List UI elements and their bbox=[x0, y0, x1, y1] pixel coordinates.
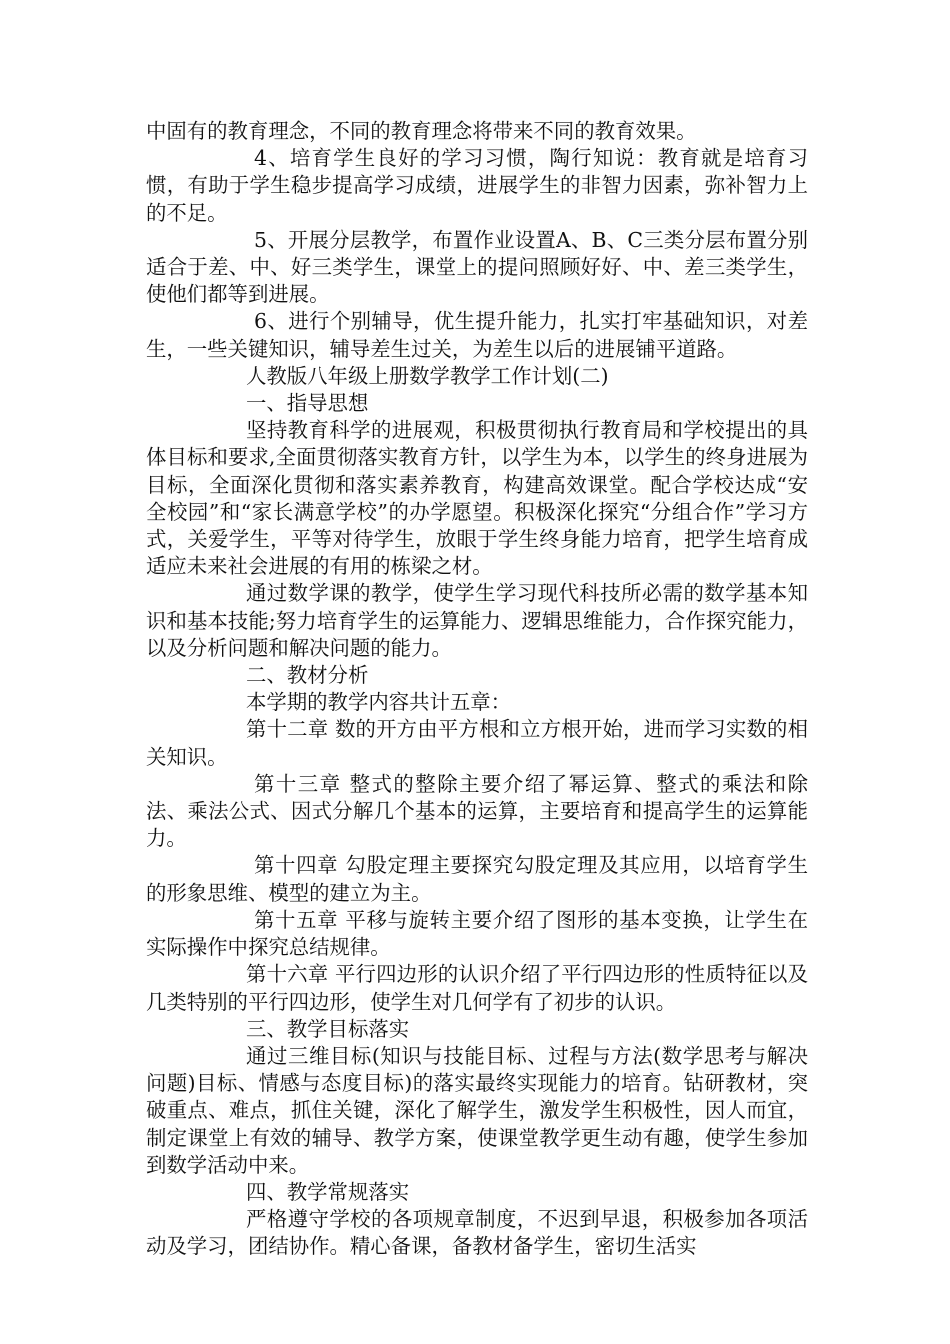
section-heading: 一、指导思想 bbox=[246, 391, 369, 416]
paragraph: 第十二章 数的开方由平方根和立方根开始，进而学习实数的相关知识。 bbox=[146, 717, 808, 769]
paragraph: 本学期的教学内容共计五章： bbox=[246, 690, 512, 715]
document-page bbox=[146, 118, 808, 1261]
section-heading: 四、教学常规落实 bbox=[246, 1179, 410, 1204]
paragraph: 通过三维目标(知识与技能目标、过程与方法(数学思考与解决问题)目标、情感与态度目标)的落实最终实现能力的培育。钻研教材，突破重点、难点，抓住关键，深化了解学生，激发学生积极性，因人而宜，制定课堂上有效的辅导、教学方案，使课堂教学更生动有趣，使学生参加到数学活动中来。 bbox=[146, 1043, 808, 1177]
section-heading: 二、教材分析 bbox=[246, 663, 369, 688]
paragraph: 严格遵守学校的各项规章制度，不迟到早退，积极参加各项活动及学习，团结协作。精心备课，备教材备学生，密切生活实 bbox=[146, 1207, 808, 1259]
section-title: 人教版八年级上册数学教学工作计划(二) bbox=[246, 363, 609, 388]
paragraph: 4、培育学生良好的学习习惯，陶行知说：教育就是培育习惯，有助于学生稳步提高学习成绩，进展学生的非智力因素，弥补智力上的不足。 bbox=[146, 146, 808, 225]
paragraph: 第十三章 整式的整除主要介绍了幂运算、整式的乘法和除法、乘法公式、因式分解几个基本的运算，主要培育和提高学生的运算能力。 bbox=[146, 771, 808, 851]
paragraph: 6、进行个别辅导，优生提升能力，扎实打牢基础知识，对差生，一些关键知识，辅导差生过关，为差生以后的进展铺平道路。 bbox=[146, 309, 808, 361]
paragraph: 坚持教育科学的进展观，积极贯彻执行教育局和学校提出的具体目标和要求,全面贯彻落实教育方针，以学生为本，以学生的终身进展为目标，全面深化贯彻和落实素养教育，构建高效课堂。配合学校达成“安全校园”和“家长满意学校”的办学愿望。积极深化探究“分组合作”学习方式，关爱学生，平等对待学生，放眼于学生终身能力培育，把学生培育成适应未来社会进展的有用的栋梁之材。 bbox=[146, 418, 808, 579]
paragraph: 第十五章 平移与旋转主要介绍了图形的基本变换，让学生在实际操作中探究总结规律。 bbox=[146, 907, 808, 960]
paragraph: 5、开展分层教学，布置作业设置A、B、C三类分层布置分别适合于差、中、好三类学生，课堂上的提问照顾好好、中、差三类学生，使他们都等到进展。 bbox=[146, 227, 808, 307]
section-heading: 三、教学目标落实 bbox=[246, 1016, 410, 1041]
paragraph: 中固有的教育理念，不同的教育理念将带来不同的教育效果。 bbox=[146, 119, 697, 143]
paragraph: 通过数学课的教学，使学生学习现代科技所必需的数学基本知识和基本技能;努力培育学生的运算能力、逻辑思维能力，合作探究能力，以及分析问题和解决问题的能力。 bbox=[146, 581, 808, 660]
paragraph: 第十四章 勾股定理主要探究勾股定理及其应用，以培育学生的形象思维、模型的建立为主。 bbox=[146, 853, 808, 905]
paragraph: 第十六章 平行四边形的认识介绍了平行四边形的性质特征以及几类特别的平行四边形，使学生对几何学有了初步的认识。 bbox=[146, 962, 808, 1014]
